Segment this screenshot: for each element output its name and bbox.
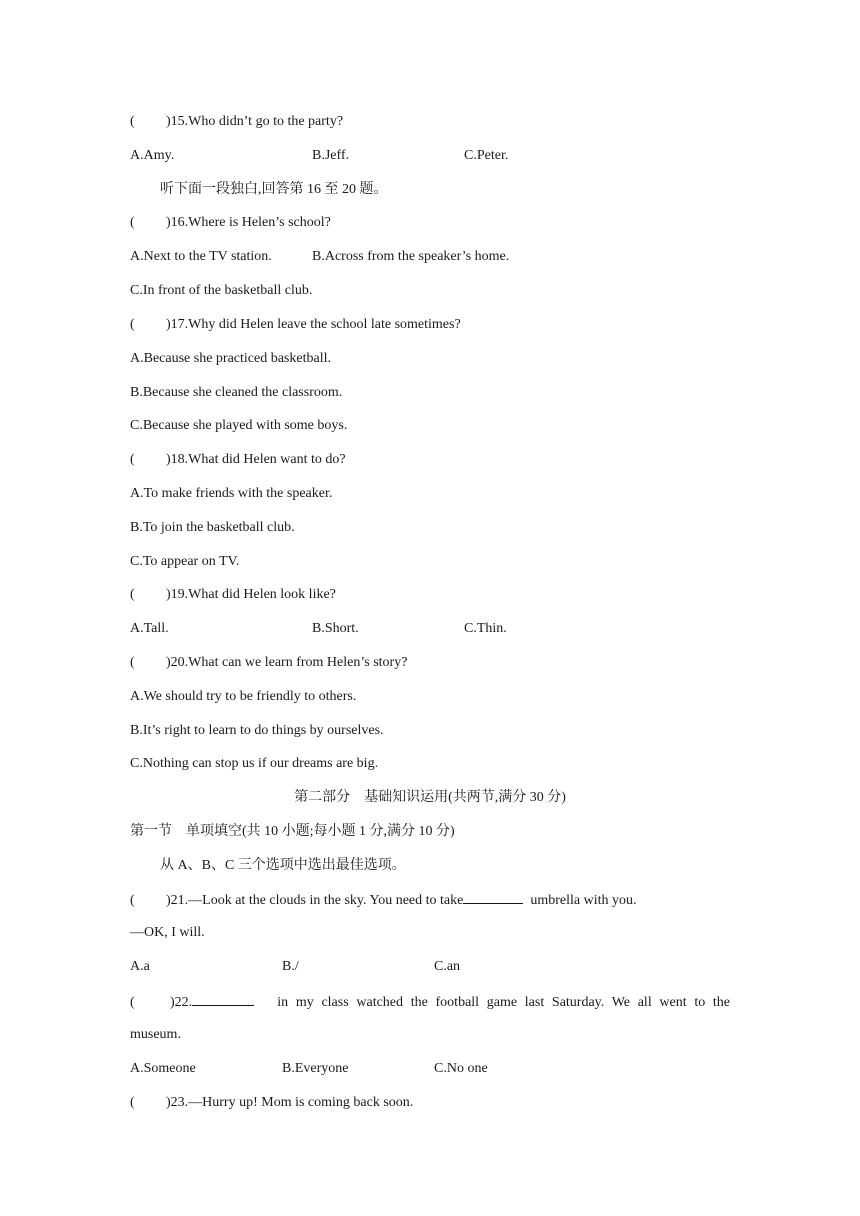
option-a: A.Next to the TV station. (130, 249, 272, 264)
question-stem-end: umbrella with you. (530, 893, 637, 908)
answer-bracket[interactable]: ( (130, 655, 135, 670)
part-title: 第二部分 基础知识运用(共两节,满分 30 分) (294, 790, 566, 805)
question-22 (130, 992, 730, 1012)
option-b: B.Everyone (282, 1061, 349, 1076)
option-b: B.Short. (312, 621, 359, 636)
question-stem: )15.Who didn’t go to the party? (166, 114, 344, 129)
option-c: C.Thin. (464, 621, 507, 636)
option-b: B.It’s right to learn to do things by ourselves. (130, 723, 384, 738)
option-a: A.Tall. (130, 621, 169, 636)
option-c: C.Nothing can stop us if our dreams are big. (130, 756, 379, 771)
fill-blank[interactable] (192, 992, 254, 1006)
option-c: C.To appear on TV. (130, 554, 240, 569)
option-c: C.Peter. (464, 148, 509, 163)
question-stem: )17.Why did Helen leave the school late sometimes? (166, 317, 461, 332)
question-stem-start: )21.—Look at the clouds in the sky. You need to take (166, 893, 464, 908)
option-c: C.Because she played with some boys. (130, 418, 348, 433)
fill-blank[interactable] (463, 890, 523, 904)
option-c: C.In front of the basketball club. (130, 283, 313, 298)
question-stem: )18.What did Helen want to do? (166, 452, 346, 467)
section-title: 第一节 单项填空(共 10 小题;每小题 1 分,满分 10 分) (130, 824, 455, 839)
option-b: B.Across from the speaker’s home. (312, 249, 510, 264)
answer-bracket[interactable]: ( (130, 317, 135, 332)
question-stem: )20.What can we learn from Helen’s story? (166, 655, 408, 670)
question-15 (130, 113, 343, 131)
question-16 (130, 214, 331, 232)
option-a: A.Amy. (130, 148, 175, 163)
section-instruction: 从 A、B、C 三个选项中选出最佳选项。 (160, 858, 406, 873)
dialogue-reply: —OK, I will. (130, 925, 205, 940)
answer-bracket[interactable]: ( (130, 893, 135, 908)
question-stem: )16.Where is Helen’s school? (166, 215, 331, 230)
question-stem: )19.What did Helen look like? (166, 587, 336, 602)
question-17 (130, 316, 461, 334)
option-b: B./ (282, 959, 299, 974)
listening-instruction: 听下面一段独白,回答第 16 至 20 题。 (160, 182, 388, 197)
answer-bracket[interactable]: ( (130, 114, 135, 129)
question-21 (130, 890, 637, 910)
option-b: B.Jeff. (312, 148, 350, 163)
question-20 (130, 654, 407, 672)
answer-bracket[interactable]: ( (130, 587, 135, 602)
answer-bracket[interactable]: ( (130, 995, 135, 1010)
answer-bracket[interactable]: ( (130, 215, 135, 230)
question-18 (130, 451, 346, 469)
question-19 (130, 586, 336, 604)
question-continuation: museum. (130, 1027, 181, 1042)
question-stem: )23.—Hurry up! Mom is coming back soon. (166, 1095, 414, 1110)
option-c: C.No one (434, 1061, 488, 1076)
question-stem-start: )22. (170, 995, 193, 1010)
answer-bracket[interactable]: ( (130, 452, 135, 467)
answer-bracket[interactable]: ( (130, 1095, 135, 1110)
option-b: B.Because she cleaned the classroom. (130, 385, 343, 400)
option-a: A.Someone (130, 1061, 196, 1076)
question-stem-end: in my class watched the football game last Saturday. We all went to the (277, 995, 731, 1010)
question-23 (130, 1094, 413, 1112)
option-a: A.Because she practiced basketball. (130, 351, 331, 366)
option-b: B.To join the basketball club. (130, 520, 295, 535)
option-a: A.To make friends with the speaker. (130, 486, 333, 501)
option-a: A.a (130, 959, 150, 974)
option-a: A.We should try to be friendly to others. (130, 689, 357, 704)
option-c: C.an (434, 959, 461, 974)
